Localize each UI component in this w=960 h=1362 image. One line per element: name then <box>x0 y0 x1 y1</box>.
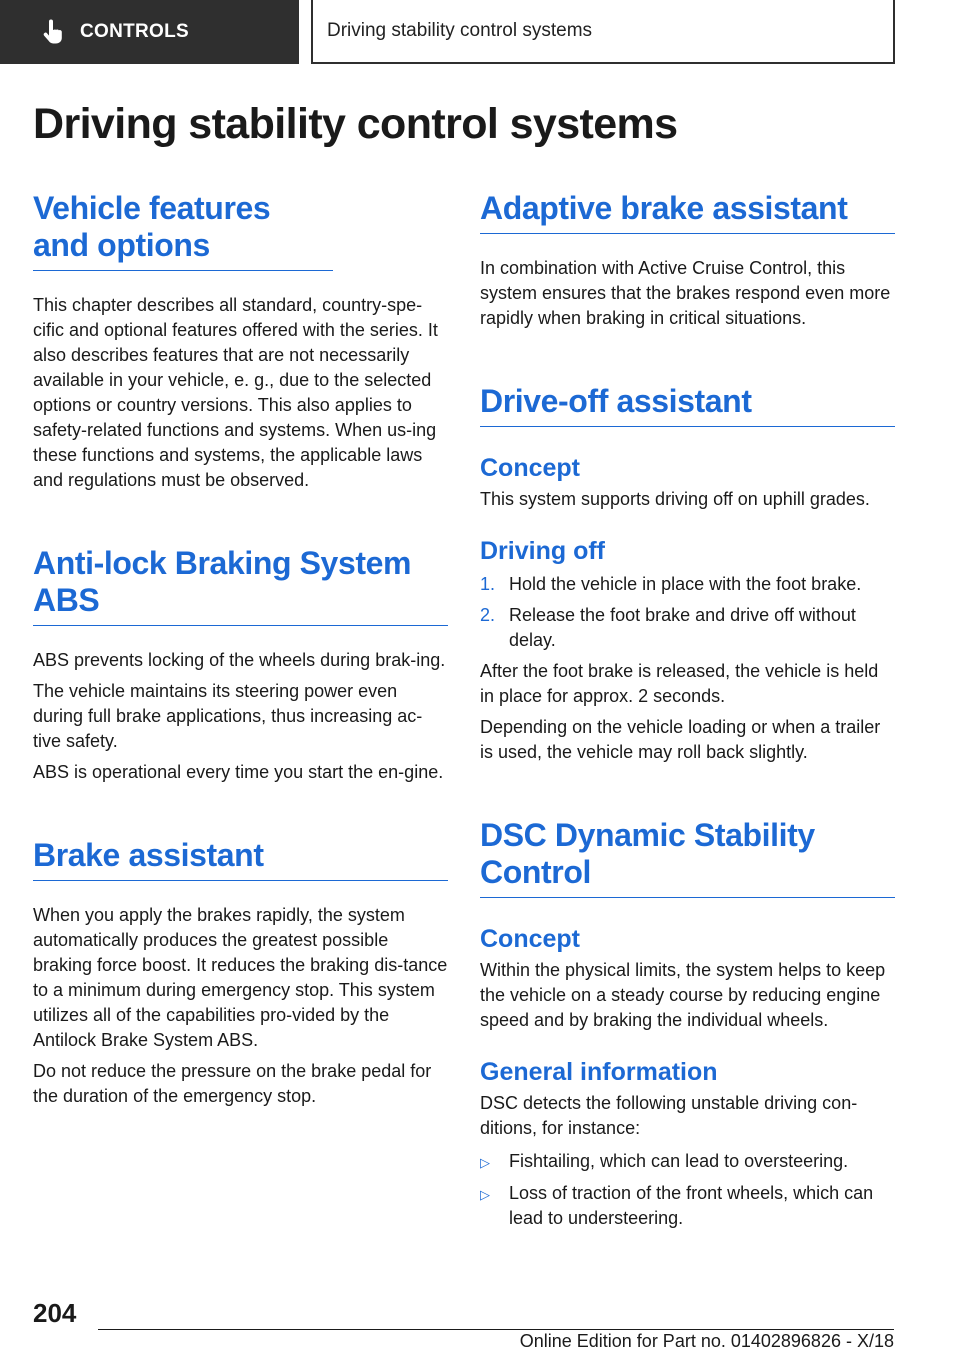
abs-paragraph-1: ABS prevents locking of the wheels during brak‐ing. <box>33 650 446 670</box>
page-number: 204 <box>33 1298 77 1328</box>
section-label: CONTROLS <box>80 21 190 42</box>
brake-paragraph-1: When you apply the brakes rapidly, the system automatically produces the greatest possible braking force boost. It reduces the braking dis‐tance to a minimum during emergency stop. This system utilizes all of the capabilities pro‐vided by the Antilock Brake System ABS. <box>33 905 448 1050</box>
drive-off-heading: Drive-off assistant <box>480 383 895 427</box>
adaptive-heading: Adaptive brake assistant <box>480 190 895 234</box>
bullet-text: Loss of traction of the front wheels, which can lead to understeering. <box>509 1183 874 1228</box>
abs-heading: Anti-lock Braking System ABS <box>33 545 448 626</box>
footer-divider <box>98 1329 894 1330</box>
general-information-text: DSC detects the following unstable driving con‐ditions, for instance: <box>480 1093 858 1138</box>
edition-text: Online Edition for Part no. 01402896826 - X/18 <box>519 1331 894 1351</box>
dsc-heading: DSC Dynamic Stability Control <box>480 817 895 898</box>
list-item <box>480 1149 895 1174</box>
abs-paragraph-3: ABS is operational every time you start the en‐gine. <box>33 762 444 782</box>
concept-text: This system supports driving off on uphill grades. <box>480 489 870 509</box>
list-item <box>480 603 895 653</box>
brake-paragraph-2: Do not reduce the pressure on the brake pedal for the duration of the emergency stop. <box>33 1061 432 1106</box>
step-number: 2. <box>480 605 496 625</box>
triangle-bullet-icon: ▷ <box>480 1187 490 1202</box>
adaptive-text: In combination with Active Cruise Control, this system ensures that the brakes respond even more rapidly when braking in critical situations. <box>480 258 891 328</box>
chapter-title: Driving stability control systems <box>311 0 895 64</box>
general-information-heading: General information <box>480 1058 718 1086</box>
step-number: 1. <box>480 574 496 594</box>
bullet-text: Fishtailing, which can lead to oversteering. <box>509 1151 849 1171</box>
triangle-bullet-icon: ▷ <box>480 1155 490 1170</box>
drive-off-steps <box>480 572 895 653</box>
list-item <box>480 1181 895 1231</box>
page-title: Driving stability control systems <box>33 100 678 148</box>
step-text: Hold the vehicle in place with the foot brake. <box>509 574 862 594</box>
hand-pointer-icon <box>38 17 68 47</box>
section-tab[interactable] <box>0 0 299 64</box>
driving-off-heading: Driving off <box>480 537 605 565</box>
drive-off-paragraph-2: Depending on the vehicle loading or when a trailer is used, the vehicle may roll back slightly. <box>480 717 881 762</box>
dsc-concept-text: Within the physical limits, the system helps to keep the vehicle on a steady course by reducing engine speed and by braking the individual wheels. <box>480 960 886 1030</box>
unstable-conditions-list <box>480 1149 895 1231</box>
drive-off-paragraph-1: After the foot brake is released, the vehicle is held in place for approx. 2 seconds. <box>480 661 879 706</box>
left-column <box>33 190 448 1109</box>
list-item <box>480 572 895 597</box>
brake-assistant-heading: Brake assistant <box>33 837 448 881</box>
abs-paragraph-2: The vehicle maintains its steering power even during full brake applications, thus increasing ac‐tive safety. <box>33 681 423 751</box>
page-header <box>0 0 960 66</box>
features-text: This chapter describes all standard, country-spe‐cific and optional features offered with the series. It also describes features that are not necessarily available in your vehicle, e. g., due to the selected options or country versions. This also applies to safety-related functions and systems. When us‐ing these functions and systems, the applicable laws and regulations must be observed. <box>33 295 438 490</box>
step-text: Release the foot brake and drive off without delay. <box>509 605 856 650</box>
dsc-concept-heading: Concept <box>480 925 580 953</box>
features-heading: Vehicle features and options <box>33 190 333 271</box>
right-column <box>480 190 895 1231</box>
concept-heading: Concept <box>480 454 580 482</box>
